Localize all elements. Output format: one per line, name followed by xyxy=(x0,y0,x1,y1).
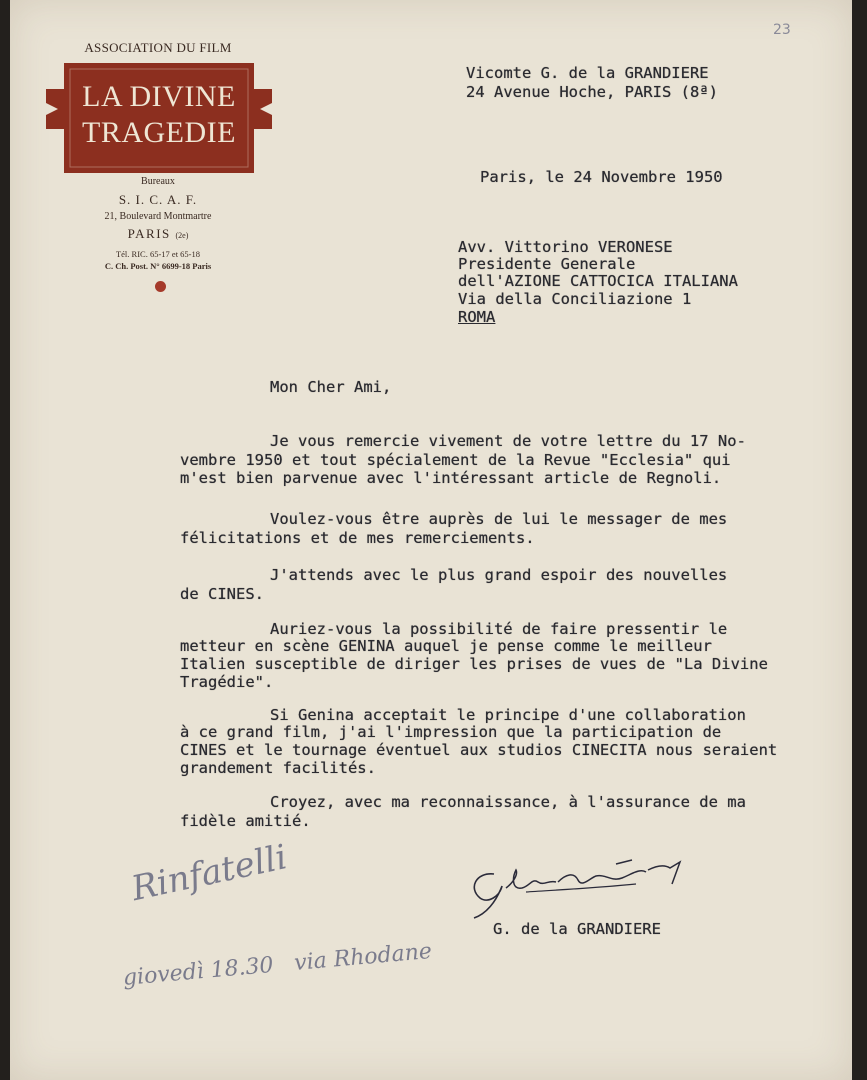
recipient-street: Via della Conciliazione 1 xyxy=(458,290,692,308)
paragraph-1-line-2: vembre 1950 et tout spécialement de la Revue "Ecclesia" qui xyxy=(180,451,731,469)
recipient-name: Avv. Vittorino VERONESE xyxy=(458,238,673,256)
logo-line-2: TRAGEDIE xyxy=(82,116,236,149)
letterhead-red-dot xyxy=(155,281,166,292)
paragraph-5-line-4: grandement facilités. xyxy=(180,759,376,777)
letterhead-postal-account: C. Ch. Post. N° 6699-18 Paris xyxy=(104,261,212,271)
letterhead-org: S. I. C. A. F. xyxy=(118,192,198,207)
recipient-title: Presidente Generale xyxy=(458,255,636,273)
paragraph-3-line-2: de CINES. xyxy=(180,585,264,603)
paragraph-2-line-2: félicitations et de mes remerciements. xyxy=(180,529,535,547)
paragraph-5-line-1: Si Genina acceptait le principe d'une collaboration xyxy=(270,706,746,724)
paragraph-4-line-3: Italien susceptible de diriger les prises de vues de "La Divine xyxy=(180,655,768,673)
paragraph-4-line-1: Auriez-vous la possibilité de faire pressentir le xyxy=(270,620,728,638)
letterhead-telephone: Tél. RIC. 65-17 et 65-18 xyxy=(115,249,201,259)
handwritten-note-name: Rinfatelli xyxy=(128,837,291,910)
recipient-city: ROMA xyxy=(458,308,496,326)
paragraph-5-line-3: CINES et le tournage éventuel aux studios CINECITA nous seraient xyxy=(180,741,778,759)
handwritten-note-appointment: giovedì 18.30 via Rhodane xyxy=(122,938,433,991)
paragraph-1-line-3: m'est bien parvenue avec l'intéressant article de Regnoli. xyxy=(180,469,722,487)
letterhead-address: 21, Boulevard Montmartre xyxy=(104,211,212,222)
paragraph-2-line-1: Voulez-vous être auprès de lui le messager de mes xyxy=(270,510,728,528)
paragraph-3-line-1: J'attends avec le plus grand espoir des nouvelles xyxy=(270,566,728,584)
sender-name: Vicomte G. de la GRANDIERE xyxy=(466,64,709,82)
signatory-name: G. de la GRANDIERE xyxy=(493,920,661,938)
logo-line-1: LA DIVINE xyxy=(82,80,236,113)
paragraph-6-line-1: Croyez, avec ma reconnaissance, à l'assurance de ma xyxy=(270,793,746,811)
letterhead-association: ASSOCIATION DU FILM xyxy=(84,40,232,55)
letter-date: Paris, le 24 Novembre 1950 xyxy=(480,168,723,186)
letterhead-logo xyxy=(46,63,272,173)
salutation: Mon Cher Ami, xyxy=(270,378,392,396)
paragraph-6-line-2: fidèle amitié. xyxy=(180,812,311,830)
paragraph-5-line-2: à ce grand film, j'ai l'impression que la participation de xyxy=(180,723,722,741)
recipient-organization: dell'AZIONE CATTOCICA ITALIANA xyxy=(458,272,738,290)
handwritten-signature xyxy=(466,852,696,922)
archive-page-number: 23 xyxy=(773,22,791,38)
letterhead-city-line xyxy=(58,226,258,242)
logo-title xyxy=(46,79,272,151)
letterhead-city: PARIS xyxy=(127,226,171,241)
paragraph-4-line-4: Tragédie". xyxy=(180,673,274,691)
sender-address: 24 Avenue Hoche, PARIS (8ª) xyxy=(466,83,718,101)
paragraph-4-line-2: metteur en scène GENINA auquel je pense comme le meilleur xyxy=(180,637,712,655)
paragraph-1-line-1: Je vous remercie vivement de votre lettre du 17 No- xyxy=(270,432,746,450)
letterhead-bureaux: Bureaux xyxy=(141,176,175,187)
letterhead-arrondissement: (2e) xyxy=(175,231,189,240)
